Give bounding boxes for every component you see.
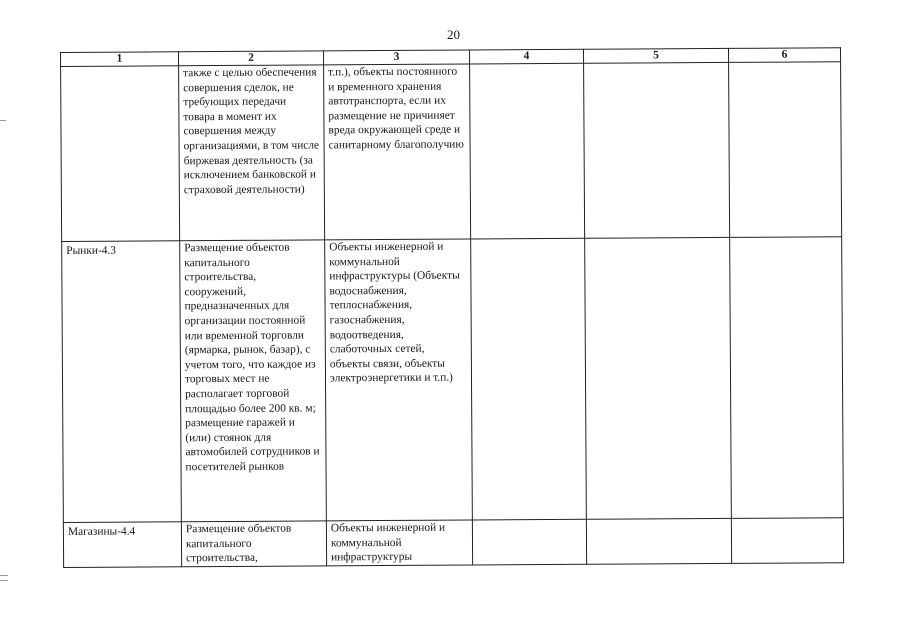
page-number: 20 — [447, 27, 460, 42]
use-description: Размещение объектов капитального строительства, сооружений, предназначенных для организации постоянной или временной торговли (ярмарка, рынок, базар), с учетом того, что каждое из торговых мест не располагает торговой площадью более 200 кв. м; размещение гаражей и (или) стоянок для автомобилей сотрудников и посетителей рынков — [184, 241, 320, 474]
table-row — [61, 62, 842, 242]
margin-mark — [0, 120, 6, 121]
column-5-text — [589, 238, 725, 239]
column-6-cell — [730, 237, 844, 519]
column-6-cell — [729, 62, 842, 238]
use-description-cell — [179, 65, 325, 241]
column-6-cell — [731, 518, 843, 564]
auxiliary-use: Объекты инженерной и коммунальной инфраструктуры — [330, 521, 446, 564]
zoning-table — [60, 47, 844, 568]
auxiliary-use-cell — [324, 64, 471, 240]
column-header-2: 2 — [179, 51, 324, 66]
margin-mark — [0, 575, 8, 576]
column-4-text — [474, 64, 579, 65]
table-row — [63, 518, 843, 568]
column-5-cell — [586, 518, 731, 564]
table-row — [62, 237, 844, 523]
column-5-cell — [584, 62, 730, 238]
column-header-3: 3 — [323, 50, 469, 65]
auxiliary-use-cell — [325, 239, 473, 521]
column-6-text — [734, 237, 837, 238]
use-description: Размещение объектов капитального строительства, — [185, 522, 292, 565]
column-6-text — [736, 518, 839, 519]
use-name: Магазины-4.4 — [67, 525, 136, 538]
use-name: Рынки-4.3 — [66, 244, 117, 257]
column-5-text — [588, 63, 724, 64]
use-name-cell — [62, 241, 182, 523]
column-4-cell — [471, 238, 587, 520]
auxiliary-use-cell — [326, 520, 472, 566]
use-name-cell — [63, 522, 181, 568]
column-4-cell — [472, 519, 586, 565]
auxiliary-use: т.п.), объекты постоянного и временного хранения автотранспорта, если их размещение не причиняет вреда окружающей среде и санитарному благополучию — [328, 65, 464, 152]
column-6-text — [733, 62, 836, 63]
column-header-6: 6 — [728, 48, 840, 63]
margin-mark — [0, 580, 8, 581]
column-header-1: 1 — [61, 52, 179, 67]
column-header-4: 4 — [469, 49, 583, 64]
use-description-cell — [180, 240, 327, 522]
column-5-cell — [585, 237, 732, 519]
column-4-cell — [470, 63, 585, 239]
use-description: также с целью обеспечения совершения сделок, не требующих передачи товара в момент их совершения между организациями, в том числе биржевая деятельность (за исключением банковской и страховой деятельности) — [183, 66, 320, 196]
use-description-cell — [181, 521, 326, 567]
column-4-text — [477, 520, 582, 521]
column-header-5: 5 — [583, 48, 728, 63]
column-4-text — [475, 239, 580, 240]
use-name-cell — [61, 66, 180, 242]
column-5-text — [591, 519, 727, 520]
auxiliary-use: Объекты инженерной и коммунальной инфраструктуры (Объекты водоснабжения, теплоснабжения, газоснабжения, водоотведения, слаботочных сетей, объекты связи, объекты электроэнергетики и т.п.) — [329, 240, 460, 385]
use-name — [65, 66, 174, 69]
